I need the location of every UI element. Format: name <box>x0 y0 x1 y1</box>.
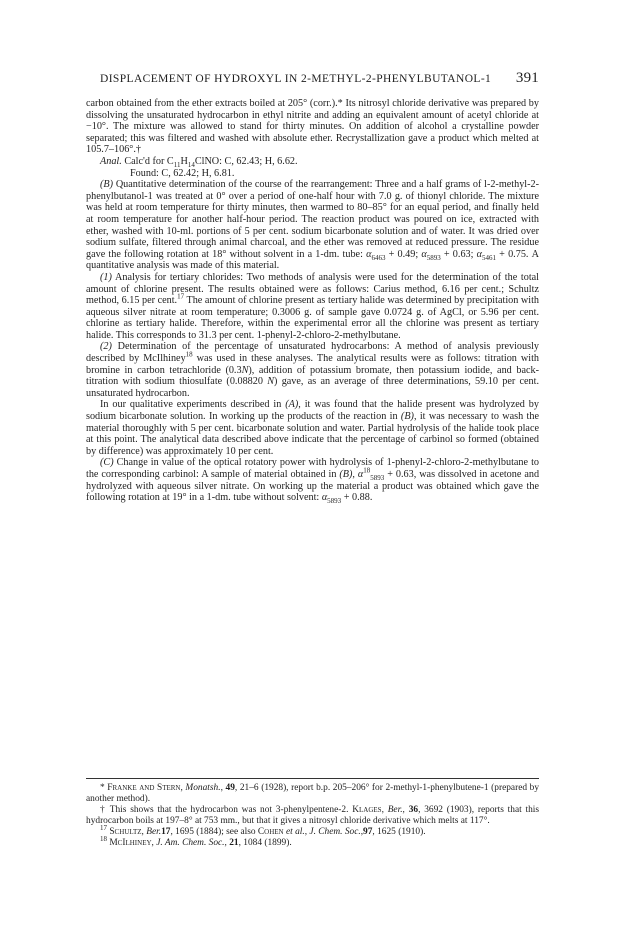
section-label: (1) <box>100 271 112 283</box>
subscript: 5893 <box>370 474 385 483</box>
text: , <box>304 826 308 837</box>
footnote <box>86 783 539 805</box>
rotation-value: + 0.63; <box>443 248 474 260</box>
text: , <box>180 783 183 793</box>
footnotes <box>86 783 539 848</box>
section-label: (B) <box>100 179 114 191</box>
footnote-mark: 17 <box>100 823 107 832</box>
section-ref: (B) <box>400 411 414 423</box>
alpha-symbol: α <box>357 469 364 480</box>
author: Klages <box>352 804 382 815</box>
section-ref: (B) <box>339 469 353 480</box>
normality-symbol: N <box>241 364 249 376</box>
paragraph-b <box>86 179 539 272</box>
text: Determination of the percentage of unsaturated hydrocarbons: A method of analysis previously described by McIlhiney <box>86 341 540 365</box>
text: Analysis for tertiary chlorides: Two methods of analysis were used for the determination of the total amount of chlorine present. The results obtained were as follows: Carius method, 6.16 per cent.; Schultz method, 6.15 per cent. <box>86 271 540 307</box>
footnote-divider <box>86 778 539 779</box>
text: was used in these analyses. The analytical results were as follows: titration with bromine in carbon tetrachloride (0.3 <box>86 353 539 376</box>
paragraph-qualitative <box>86 399 539 457</box>
text: , it was necessary to wash the material thoroughly with 5 per cent. bicarbonate solution and water. Partial hydrolysis of the halide took place at this point. The analytical data described above indicate that the percentage of carbinol so formed (obtained by difference) was approximately 10 per cent. <box>86 411 539 457</box>
text: + 0.63, was dissolved in acetone and hydrolyzed with aqueous silver nitrate. On working up the material a product was obtained which gave the following rotation at 19° in a 1-dm. tube without solvent: <box>86 469 540 504</box>
text: , <box>360 826 364 837</box>
footnote <box>86 805 539 827</box>
volume: 17 <box>161 826 171 837</box>
paragraph-continuation <box>86 98 539 156</box>
text: ), addition of potassium bromate, then potassium iodide, and back-titration with sodium thiosulfate (0.08820 <box>86 364 539 388</box>
text: , <box>352 469 355 480</box>
journal: Ber. <box>146 826 162 837</box>
text: ClNO: C, 62.43; H, 6.62. <box>194 155 298 167</box>
et-al: et al. <box>285 826 305 837</box>
text: , 1695 (1884); see also <box>170 826 256 837</box>
text: , 1084 (1899). <box>238 837 292 848</box>
footnote-ref: 18 <box>185 350 193 359</box>
header-title: DISPLACEMENT OF HYDROXYL IN 2-METHYL-2-PHENYLBUTANOL-1 <box>100 73 492 85</box>
text: Change in value of the optical rotatory power with hydrolysis of 1-phenyl-2-chloro-2-methylbutane to the corresponding carbinol: A sample of material obtained in <box>86 457 540 480</box>
author: McIlhiney <box>109 837 152 848</box>
text: , 21–6 (1928), report b.p. 205–206° for 2-methyl-1-phenylbutene-1 (prepared by another method). <box>86 783 540 804</box>
analysis-found: Found: C, 62.42; H, 6.81. <box>130 167 235 179</box>
rotation-value: + 0.88. <box>343 492 373 504</box>
analysis-calculated <box>86 156 539 168</box>
page-number: 391 <box>515 70 539 86</box>
footnote-ref: 17 <box>177 292 185 301</box>
alpha-symbol: α <box>321 492 328 504</box>
section-ref: (A) <box>285 399 299 411</box>
subscript: 5461 <box>482 253 496 262</box>
section-label: (C) <box>100 457 114 469</box>
footnote-mark: * <box>100 783 105 793</box>
section-label: (2) <box>100 341 112 353</box>
subscript: 6463 <box>371 253 386 262</box>
text: , 3692 (1903), reports that this hydrocarbon boils at 197–8° at 753 mm., but that it gives a nitrosyl chloride derivative which melts at 117°. <box>86 804 540 826</box>
paragraph-2 <box>86 341 539 399</box>
volume: 97 <box>363 826 373 837</box>
volume: 49 <box>225 783 235 793</box>
anal-label: Anal. <box>100 155 122 167</box>
text: ) gave, as an average of three determinations, 59.10 per cent. unsaturated hydrocarbon. <box>86 376 540 399</box>
subscript: 5893 <box>327 497 342 506</box>
text: H <box>180 155 188 167</box>
author: Franke and Stern <box>107 783 181 793</box>
text: , <box>151 837 154 848</box>
text: A quantitative analysis was made of this material. <box>86 248 539 272</box>
text: The amount of chlorine present as tertiary halide was determined by precipitation with aqueous silver nitrate at room temperature; 0.3006 g. of sample gave 0.0724 g. of AgCl, or 5.96 per cent. chlorine as tertiary halide. Therefore, within the experimental error all the chlorine was present as tertiary halide. This corresponds to 31.3 per cent. 1-phenyl-2-chloro-2-methylbutane. <box>86 295 539 341</box>
footnote-mark: † <box>100 804 107 815</box>
text: , <box>220 783 223 793</box>
volume: 36 <box>408 804 419 815</box>
text: , 1625 (1910). <box>372 826 426 837</box>
volume: 21 <box>229 837 239 848</box>
subscript: 14 <box>187 161 195 169</box>
text: Quantitative determination of the course of the rearrangement: Three and a half grams of l-2-methyl-2-phenylbutanol-1 was treated at 0° over a period of one-half hour with 7.0 g. of thionyl chloride. The mixture was held at room temperature for thirty minutes, then warmed to 80–85° for an equal period, and finally held at room temperature for another half-hour period. The reaction product was poured on ice, extracted with ether, washed with 10-ml. portions of 5 per cent. sodium bicarbonate solution and of water. It was dried over sodium sulfate, filtered through animal charcoal, and the ether was removed at reduced pressure. The residue gave the following rotation at 18° without solvent in a 1-dm. tube: <box>86 179 539 260</box>
text: , <box>402 804 405 815</box>
journal: J. Chem. Soc. <box>309 826 361 837</box>
text: Calc'd for C <box>124 155 174 167</box>
text: , <box>224 837 227 848</box>
rotation-value: + 0.75. <box>499 248 529 260</box>
alpha-symbol: α <box>366 248 372 260</box>
rotation-value: + 0.49; <box>388 248 419 260</box>
footnote <box>86 823 539 838</box>
paragraph-1 <box>86 272 539 342</box>
alpha-symbol: α <box>476 248 482 260</box>
paragraph-c <box>86 457 540 506</box>
journal: Ber. <box>387 804 403 815</box>
superscript: 18 <box>363 466 371 475</box>
text: , <box>381 804 384 815</box>
footnote <box>86 834 539 849</box>
alpha-symbol: α <box>421 248 427 260</box>
text: , it was found that the halide present was hydrolyzed by sodium bicarbonate solution. In working up the products of the reaction in <box>86 399 539 423</box>
subscript: 11 <box>173 161 181 169</box>
normality-symbol: N <box>267 376 275 388</box>
paragraph-text: carbon obtained from the ether extracts boiled at 205° (corr.).* Its nitrosyl chloride derivative was prepared by dissolving the unsaturated hydrocarbon in ethyl nitrite and adding an equivalent amount of acetyl chloride at −10°. The mixture was allowed to stand for thirty minutes. On addition of alcohol a crystalline powder separated; this was filtered and washed with absolute ether. Recrystallization gave a product which melted at 105.7–106°.† <box>86 98 539 156</box>
footnote-mark: 18 <box>100 834 107 843</box>
journal: J. Am. Chem. Soc. <box>156 837 225 848</box>
journal: Monatsh. <box>185 783 221 793</box>
running-header <box>86 70 539 90</box>
body-text <box>86 98 539 504</box>
subscript: 5893 <box>426 253 441 262</box>
text: , <box>141 826 144 837</box>
author: Cohen <box>257 826 284 837</box>
author: Schultz <box>109 826 142 837</box>
text: This shows that the hydrocarbon was not 3-phenylpentene-2. <box>109 804 349 815</box>
text: In our qualitative experiments described in <box>100 399 282 411</box>
